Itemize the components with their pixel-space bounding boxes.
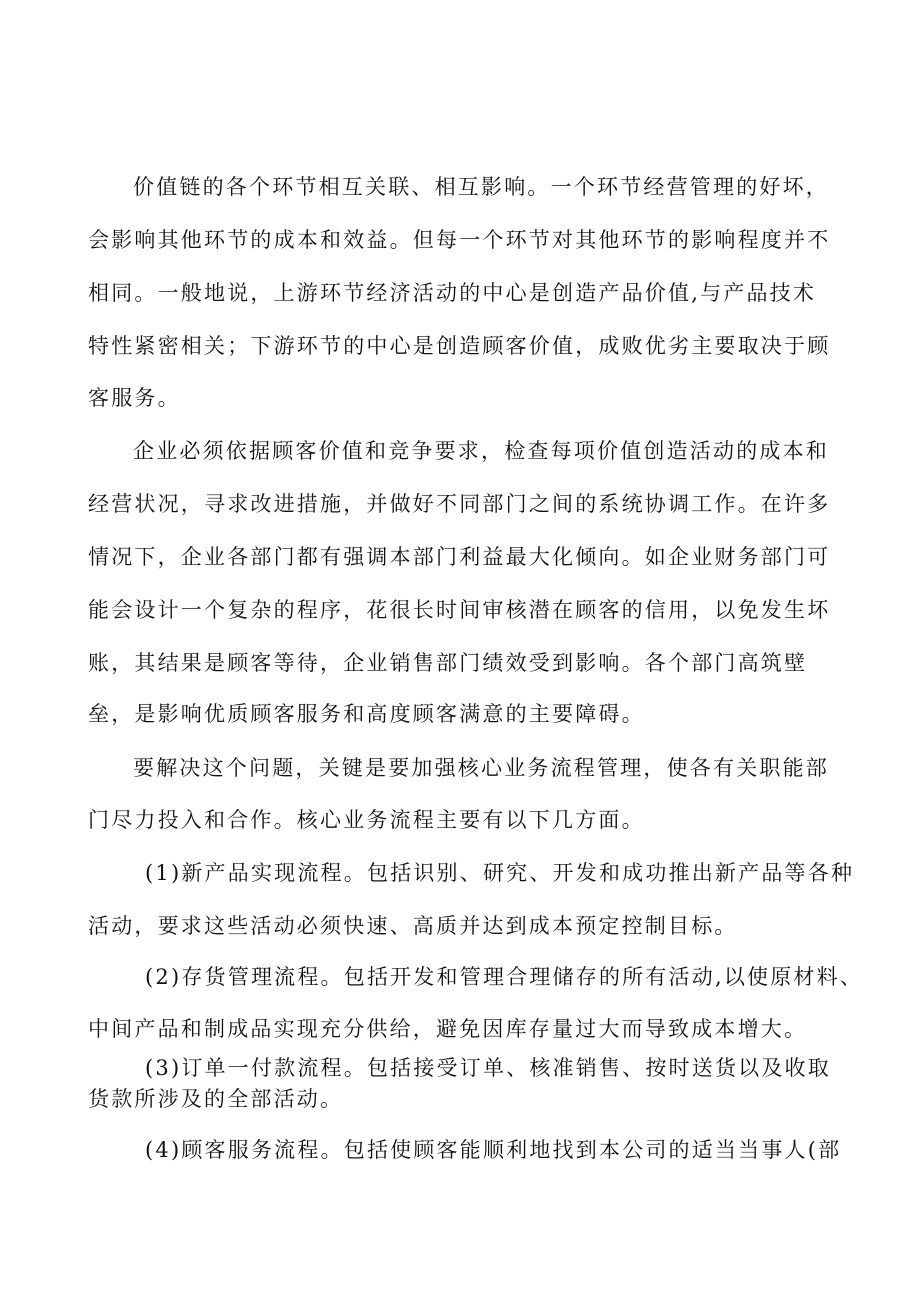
- paragraph-2-line-3: 情况下，企业各部门都有强调本部门利益最大化倾向。如企业财务部门可: [88, 545, 831, 569]
- paragraph-2-line-5: 账，其结果是顾客等待，企业销售部门绩效受到影响。各个部门高筑壁: [88, 651, 808, 675]
- paragraph-2-line-4: 能会设计一个复杂的程序，花很长时间审核潜在顾客的信用，以免发生坏: [88, 598, 831, 622]
- paragraph-1-line-4: 特性紧密相关；下游环节的中心是创造顾客价值，成败优劣主要取决于顾: [88, 334, 831, 358]
- list-item-2-line-2: 中间产品和制成品实现充分供给，避免因库存量过大而导致成本增大。: [88, 1017, 808, 1041]
- paragraph-2-line-6: 垒，是影响优质顾客服务和高度顾客满意的主要障碍。: [88, 702, 645, 726]
- paragraph-2-line-2: 经营状况，寻求改进措施，并做好不同部门之间的系统协调工作。在许多: [88, 492, 831, 516]
- list-item-3-line-2: 货款所涉及的全部活动。: [88, 1087, 344, 1111]
- paragraph-1-line-5: 客服务。: [88, 386, 181, 410]
- list-item-1-line-1: (1)新产品实现流程。包括识别、研究、开发和成功推出新产品等各种: [145, 861, 855, 885]
- paragraph-3-line-2: 门尽力投入和合作。核心业务流程主要有以下几方面。: [88, 808, 645, 832]
- list-item-1-line-2: 活动，要求这些活动必须快速、高质并达到成本预定控制目标。: [88, 914, 738, 938]
- list-item-2-line-1: (2)存货管理流程。包括开发和管理合理储存的所有活动,以使原材料、: [145, 965, 864, 989]
- paragraph-2-line-1: 企业必须依据顾客价值和竞争要求，检查每项价值创造活动的成本和: [133, 439, 829, 463]
- paragraph-3-line-1: 要解决这个问题，关键是要加强核心业务流程管理，使各有关职能部: [133, 756, 829, 780]
- paragraph-1-line-1: 价值链的各个环节相互关联、相互影响。一个环节经营管理的好坏，: [133, 175, 829, 199]
- paragraph-1-line-2: 会影响其他环节的成本和效益。但每一个环节对其他环节的影响程度并不: [88, 228, 831, 252]
- list-item-3-line-1: (3)订单一付款流程。包括接受订单、核准销售、按时送货以及收取: [145, 1056, 831, 1080]
- paragraph-1-line-3: 相同。一般地说，上游环节经济活动的中心是创造产品价值,与产品技术: [88, 281, 817, 305]
- list-item-4-line-1: (4)顾客服务流程。包括使顾客能顺利地找到本公司的适当当事人(部: [145, 1138, 842, 1162]
